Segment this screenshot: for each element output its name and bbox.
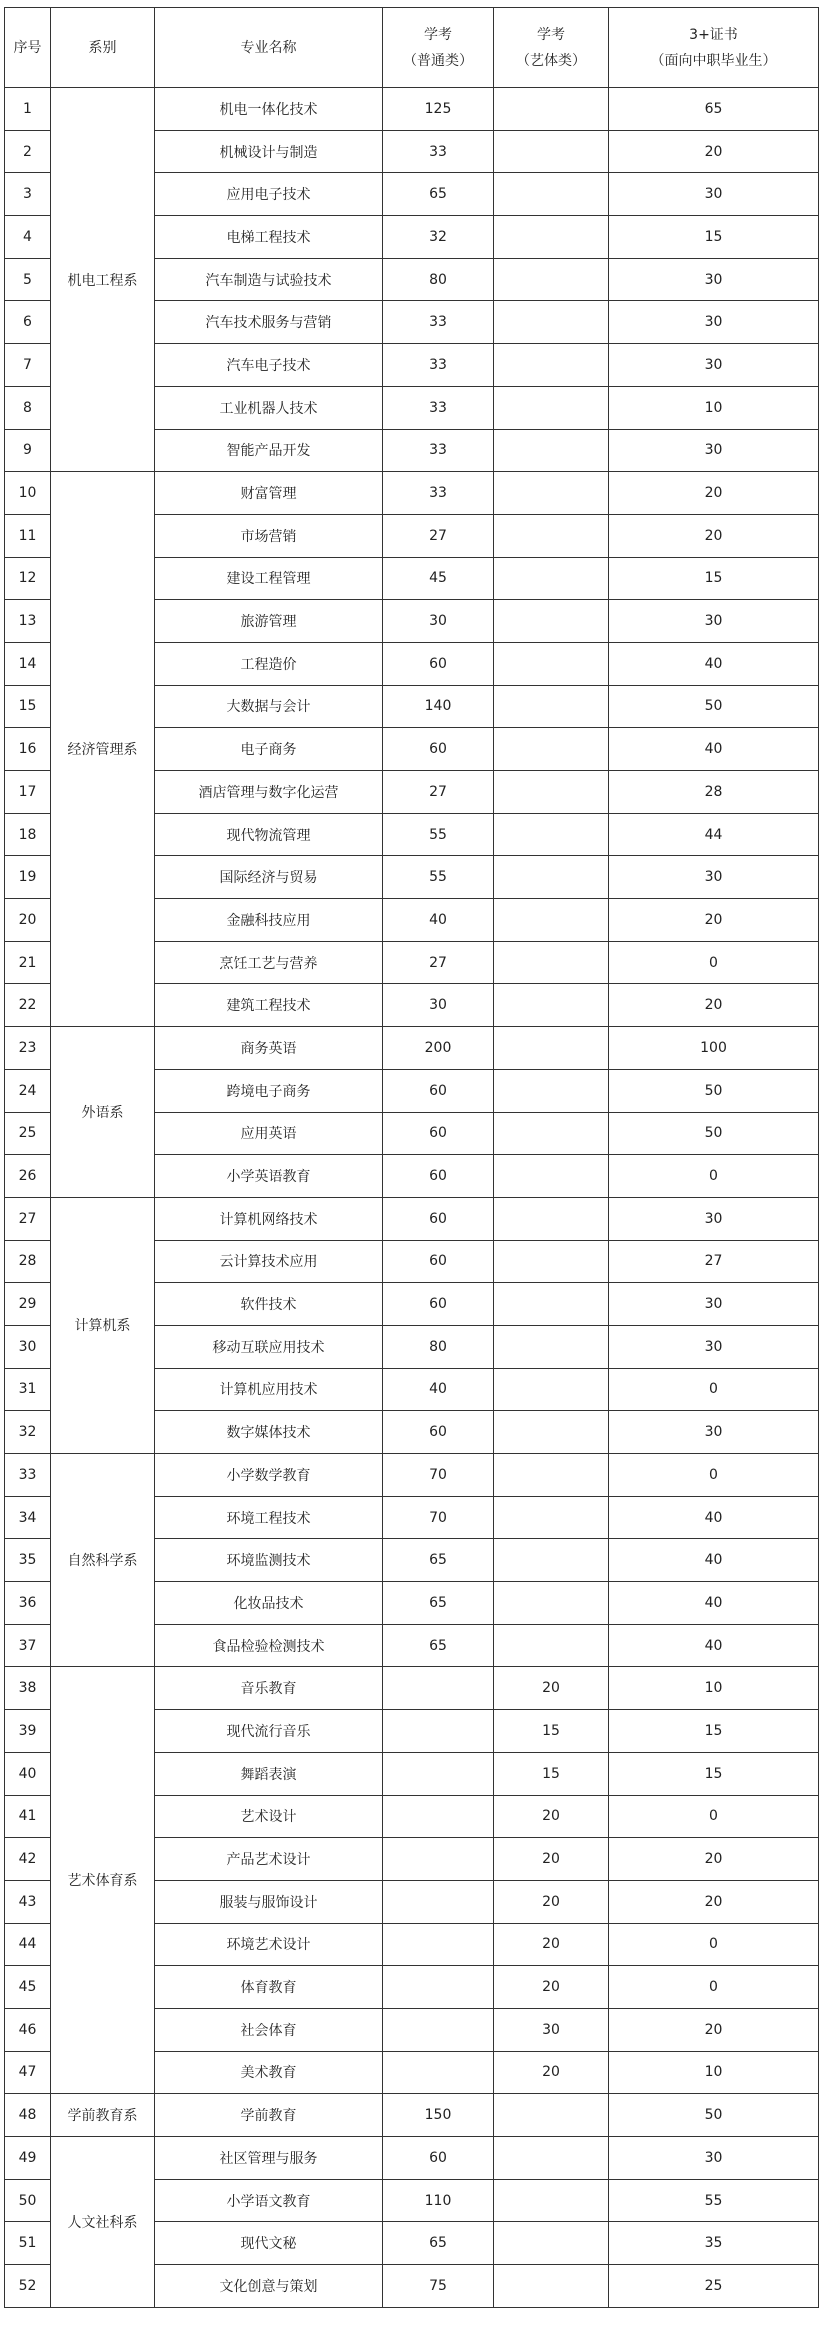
- quota-cert: 30: [609, 344, 819, 387]
- quota-cert: 35: [609, 2222, 819, 2265]
- header-row: [5, 8, 819, 88]
- major-name: 市场营销: [155, 514, 383, 557]
- table-row: [5, 2137, 819, 2180]
- major-name: 电子商务: [155, 728, 383, 771]
- major-name: 商务英语: [155, 1027, 383, 1070]
- major-name: 小学英语教育: [155, 1155, 383, 1198]
- quota-general: 65: [383, 1624, 494, 1667]
- quota-general: [383, 1880, 494, 1923]
- row-index: 35: [5, 1539, 51, 1582]
- major-name: 移动互联应用技术: [155, 1325, 383, 1368]
- major-name: 计算机网络技术: [155, 1197, 383, 1240]
- row-index: 26: [5, 1155, 51, 1198]
- row-index: 40: [5, 1752, 51, 1795]
- major-name: 烹饪工艺与营养: [155, 941, 383, 984]
- quota-arts: [494, 1069, 609, 1112]
- major-name: 计算机应用技术: [155, 1368, 383, 1411]
- quota-general: [383, 1838, 494, 1881]
- row-index: 38: [5, 1667, 51, 1710]
- table-row: [5, 1197, 819, 1240]
- quota-arts: [494, 1539, 609, 1582]
- quota-general: [383, 1710, 494, 1753]
- major-name: 艺术设计: [155, 1795, 383, 1838]
- quota-cert: 30: [609, 1283, 819, 1326]
- row-index: 16: [5, 728, 51, 771]
- quota-arts: [494, 1325, 609, 1368]
- quota-arts: [494, 1197, 609, 1240]
- row-index: 28: [5, 1240, 51, 1283]
- quota-general: 60: [383, 1155, 494, 1198]
- quota-arts: [494, 88, 609, 131]
- quota-cert: 20: [609, 899, 819, 942]
- quota-general: 60: [383, 1069, 494, 1112]
- quota-cert: 28: [609, 771, 819, 814]
- quota-general: 55: [383, 813, 494, 856]
- quota-general: 200: [383, 1027, 494, 1070]
- quota-arts: [494, 514, 609, 557]
- quota-arts: [494, 899, 609, 942]
- row-index: 14: [5, 642, 51, 685]
- row-index: 20: [5, 899, 51, 942]
- quota-cert: 0: [609, 1368, 819, 1411]
- quota-cert: 20: [609, 472, 819, 515]
- major-name: 建筑工程技术: [155, 984, 383, 1027]
- quota-general: [383, 2008, 494, 2051]
- quota-general: 33: [383, 472, 494, 515]
- dept-cell: 人文社科系: [51, 2137, 155, 2308]
- quota-arts: [494, 1624, 609, 1667]
- quota-arts: [494, 856, 609, 899]
- dept-cell: 经济管理系: [51, 472, 155, 1027]
- major-name: 旅游管理: [155, 600, 383, 643]
- quota-general: 65: [383, 2222, 494, 2265]
- quota-general: 33: [383, 130, 494, 173]
- major-name: 社会体育: [155, 2008, 383, 2051]
- major-name: 现代文秘: [155, 2222, 383, 2265]
- quota-arts: [494, 728, 609, 771]
- quota-cert: 100: [609, 1027, 819, 1070]
- major-name: 社区管理与服务: [155, 2137, 383, 2180]
- major-name: 食品检验检测技术: [155, 1624, 383, 1667]
- major-name: 小学数学教育: [155, 1454, 383, 1497]
- row-index: 27: [5, 1197, 51, 1240]
- quota-general: 60: [383, 642, 494, 685]
- header-dept: 系别: [51, 8, 155, 88]
- dept-cell: 艺术体育系: [51, 1667, 155, 2094]
- quota-arts: [494, 557, 609, 600]
- quota-general: [383, 1667, 494, 1710]
- quota-general: 110: [383, 2179, 494, 2222]
- major-name: 汽车技术服务与营销: [155, 301, 383, 344]
- major-name: 智能产品开发: [155, 429, 383, 472]
- quota-arts: [494, 1582, 609, 1625]
- major-name: 软件技术: [155, 1283, 383, 1326]
- quota-arts: [494, 258, 609, 301]
- table-row: [5, 2094, 819, 2137]
- header-cert-line1: 3+证书: [689, 26, 738, 43]
- quota-arts: [494, 386, 609, 429]
- row-index: 10: [5, 472, 51, 515]
- row-index: 37: [5, 1624, 51, 1667]
- quota-arts: [494, 1027, 609, 1070]
- row-index: 24: [5, 1069, 51, 1112]
- quota-arts: 15: [494, 1752, 609, 1795]
- quota-cert: 0: [609, 1795, 819, 1838]
- major-name: 体育教育: [155, 1966, 383, 2009]
- quota-general: 40: [383, 1368, 494, 1411]
- quota-cert: 30: [609, 1197, 819, 1240]
- quota-arts: 20: [494, 1838, 609, 1881]
- quota-general: 33: [383, 429, 494, 472]
- quota-cert: 15: [609, 216, 819, 259]
- quota-cert: 15: [609, 1710, 819, 1753]
- major-name: 环境工程技术: [155, 1496, 383, 1539]
- row-index: 23: [5, 1027, 51, 1070]
- row-index: 2: [5, 130, 51, 173]
- quota-cert: 50: [609, 685, 819, 728]
- quota-general: 33: [383, 386, 494, 429]
- quota-general: 60: [383, 1411, 494, 1454]
- quota-arts: [494, 2094, 609, 2137]
- quota-cert: 0: [609, 1966, 819, 2009]
- row-index: 36: [5, 1582, 51, 1625]
- row-index: 44: [5, 1923, 51, 1966]
- major-name: 云计算技术应用: [155, 1240, 383, 1283]
- admissions-table: [4, 7, 819, 2308]
- row-index: 31: [5, 1368, 51, 1411]
- quota-cert: 30: [609, 1411, 819, 1454]
- row-index: 19: [5, 856, 51, 899]
- quota-arts: 15: [494, 1710, 609, 1753]
- quota-cert: 40: [609, 1539, 819, 1582]
- major-name: 跨境电子商务: [155, 1069, 383, 1112]
- quota-arts: [494, 130, 609, 173]
- quota-arts: [494, 685, 609, 728]
- quota-general: 60: [383, 1112, 494, 1155]
- quota-cert: 30: [609, 856, 819, 899]
- row-index: 15: [5, 685, 51, 728]
- row-index: 50: [5, 2179, 51, 2222]
- quota-arts: [494, 1155, 609, 1198]
- row-index: 51: [5, 2222, 51, 2265]
- header-general-line1: 学考: [424, 26, 452, 43]
- quota-general: 125: [383, 88, 494, 131]
- quota-arts: [494, 941, 609, 984]
- row-index: 47: [5, 2051, 51, 2094]
- quota-cert: 0: [609, 941, 819, 984]
- row-index: 30: [5, 1325, 51, 1368]
- major-name: 现代物流管理: [155, 813, 383, 856]
- quota-cert: 40: [609, 642, 819, 685]
- quota-arts: [494, 2265, 609, 2308]
- quota-cert: 20: [609, 1880, 819, 1923]
- major-name: 音乐教育: [155, 1667, 383, 1710]
- quota-cert: 20: [609, 984, 819, 1027]
- quota-cert: 20: [609, 2008, 819, 2051]
- quota-general: 65: [383, 173, 494, 216]
- quota-general: [383, 1752, 494, 1795]
- header-arts-line2: （艺体类）: [516, 52, 586, 69]
- major-name: 应用电子技术: [155, 173, 383, 216]
- quota-general: 80: [383, 1325, 494, 1368]
- row-index: 4: [5, 216, 51, 259]
- major-name: 建设工程管理: [155, 557, 383, 600]
- quota-general: 30: [383, 600, 494, 643]
- quota-cert: 10: [609, 1667, 819, 1710]
- row-index: 46: [5, 2008, 51, 2051]
- quota-arts: 20: [494, 1880, 609, 1923]
- quota-general: 60: [383, 2137, 494, 2180]
- header-arts: [494, 8, 609, 88]
- header-index: 序号: [5, 8, 51, 88]
- row-index: 41: [5, 1795, 51, 1838]
- header-major: 专业名称: [155, 8, 383, 88]
- header-general: [383, 8, 494, 88]
- quota-general: [383, 1923, 494, 1966]
- quota-general: 80: [383, 258, 494, 301]
- row-index: 48: [5, 2094, 51, 2137]
- table-row: [5, 472, 819, 515]
- quota-arts: [494, 301, 609, 344]
- table-row: [5, 1454, 819, 1497]
- quota-general: 45: [383, 557, 494, 600]
- quota-cert: 25: [609, 2265, 819, 2308]
- row-index: 49: [5, 2137, 51, 2180]
- row-index: 25: [5, 1112, 51, 1155]
- quota-arts: 20: [494, 1923, 609, 1966]
- quota-cert: 0: [609, 1155, 819, 1198]
- quota-general: 27: [383, 941, 494, 984]
- quota-cert: 44: [609, 813, 819, 856]
- quota-cert: 20: [609, 130, 819, 173]
- row-index: 7: [5, 344, 51, 387]
- quota-general: 75: [383, 2265, 494, 2308]
- quota-arts: 20: [494, 1795, 609, 1838]
- quota-arts: [494, 1240, 609, 1283]
- dept-cell: 计算机系: [51, 1197, 155, 1453]
- quota-general: 32: [383, 216, 494, 259]
- quota-arts: [494, 984, 609, 1027]
- header-cert: [609, 8, 819, 88]
- quota-cert: 20: [609, 514, 819, 557]
- quota-arts: [494, 771, 609, 814]
- quota-arts: [494, 2137, 609, 2180]
- major-name: 工业机器人技术: [155, 386, 383, 429]
- quota-arts: [494, 1411, 609, 1454]
- row-index: 11: [5, 514, 51, 557]
- row-index: 43: [5, 1880, 51, 1923]
- table-row: [5, 1667, 819, 1710]
- quota-general: 33: [383, 344, 494, 387]
- quota-arts: [494, 2222, 609, 2265]
- major-name: 机械设计与制造: [155, 130, 383, 173]
- quota-general: 60: [383, 1197, 494, 1240]
- major-name: 数字媒体技术: [155, 1411, 383, 1454]
- quota-general: 40: [383, 899, 494, 942]
- row-index: 21: [5, 941, 51, 984]
- quota-cert: 30: [609, 301, 819, 344]
- quota-arts: 30: [494, 2008, 609, 2051]
- quota-arts: [494, 472, 609, 515]
- row-index: 29: [5, 1283, 51, 1326]
- quota-cert: 50: [609, 1069, 819, 1112]
- quota-cert: 55: [609, 2179, 819, 2222]
- row-index: 8: [5, 386, 51, 429]
- quota-cert: 65: [609, 88, 819, 131]
- quota-general: [383, 1966, 494, 2009]
- major-name: 美术教育: [155, 2051, 383, 2094]
- row-index: 18: [5, 813, 51, 856]
- major-name: 舞蹈表演: [155, 1752, 383, 1795]
- row-index: 6: [5, 301, 51, 344]
- major-name: 财富管理: [155, 472, 383, 515]
- quota-arts: [494, 216, 609, 259]
- quota-cert: 20: [609, 1838, 819, 1881]
- quota-general: 140: [383, 685, 494, 728]
- quota-arts: [494, 1283, 609, 1326]
- quota-general: 60: [383, 728, 494, 771]
- row-index: 52: [5, 2265, 51, 2308]
- quota-arts: [494, 173, 609, 216]
- row-index: 33: [5, 1454, 51, 1497]
- major-name: 小学语文教育: [155, 2179, 383, 2222]
- quota-cert: 30: [609, 1325, 819, 1368]
- quota-cert: 50: [609, 2094, 819, 2137]
- dept-cell: 自然科学系: [51, 1454, 155, 1667]
- quota-general: 150: [383, 2094, 494, 2137]
- quota-arts: [494, 429, 609, 472]
- row-index: 17: [5, 771, 51, 814]
- quota-cert: 10: [609, 386, 819, 429]
- quota-arts: [494, 642, 609, 685]
- major-name: 机电一体化技术: [155, 88, 383, 131]
- major-name: 现代流行音乐: [155, 1710, 383, 1753]
- quota-general: 55: [383, 856, 494, 899]
- major-name: 文化创意与策划: [155, 2265, 383, 2308]
- row-index: 45: [5, 1966, 51, 2009]
- major-name: 电梯工程技术: [155, 216, 383, 259]
- major-name: 服装与服饰设计: [155, 1880, 383, 1923]
- row-index: 22: [5, 984, 51, 1027]
- quota-arts: [494, 1368, 609, 1411]
- quota-general: [383, 1795, 494, 1838]
- dept-cell: 机电工程系: [51, 88, 155, 472]
- quota-cert: 27: [609, 1240, 819, 1283]
- quota-arts: [494, 344, 609, 387]
- quota-cert: 15: [609, 1752, 819, 1795]
- quota-arts: 20: [494, 1966, 609, 2009]
- major-name: 汽车制造与试验技术: [155, 258, 383, 301]
- quota-general: 60: [383, 1283, 494, 1326]
- row-index: 13: [5, 600, 51, 643]
- quota-cert: 40: [609, 1624, 819, 1667]
- major-name: 大数据与会计: [155, 685, 383, 728]
- quota-cert: 10: [609, 2051, 819, 2094]
- dept-cell: 外语系: [51, 1027, 155, 1198]
- quota-general: 30: [383, 984, 494, 1027]
- quota-general: 70: [383, 1496, 494, 1539]
- major-name: 学前教育: [155, 2094, 383, 2137]
- quota-arts: [494, 1496, 609, 1539]
- major-name: 应用英语: [155, 1112, 383, 1155]
- major-name: 环境艺术设计: [155, 1923, 383, 1966]
- quota-cert: 40: [609, 1496, 819, 1539]
- quota-general: 27: [383, 771, 494, 814]
- quota-cert: 50: [609, 1112, 819, 1155]
- row-index: 12: [5, 557, 51, 600]
- row-index: 5: [5, 258, 51, 301]
- quota-general: 65: [383, 1582, 494, 1625]
- row-index: 32: [5, 1411, 51, 1454]
- header-cert-line2: （面向中职毕业生）: [650, 52, 777, 69]
- quota-arts: [494, 600, 609, 643]
- major-name: 酒店管理与数字化运营: [155, 771, 383, 814]
- major-name: 国际经济与贸易: [155, 856, 383, 899]
- quota-general: 60: [383, 1240, 494, 1283]
- quota-cert: 0: [609, 1454, 819, 1497]
- row-index: 42: [5, 1838, 51, 1881]
- header-arts-line1: 学考: [537, 26, 565, 43]
- table-body: [5, 88, 819, 2308]
- row-index: 9: [5, 429, 51, 472]
- quota-cert: 40: [609, 1582, 819, 1625]
- quota-arts: 20: [494, 2051, 609, 2094]
- quota-cert: 30: [609, 600, 819, 643]
- major-name: 化妆品技术: [155, 1582, 383, 1625]
- row-index: 3: [5, 173, 51, 216]
- quota-arts: [494, 1454, 609, 1497]
- major-name: 环境监测技术: [155, 1539, 383, 1582]
- quota-cert: 30: [609, 258, 819, 301]
- quota-cert: 30: [609, 429, 819, 472]
- quota-arts: [494, 1112, 609, 1155]
- row-index: 1: [5, 88, 51, 131]
- row-index: 34: [5, 1496, 51, 1539]
- quota-cert: 15: [609, 557, 819, 600]
- header-general-line2: （普通类）: [403, 52, 473, 69]
- quota-general: [383, 2051, 494, 2094]
- quota-cert: 0: [609, 1923, 819, 1966]
- major-name: 金融科技应用: [155, 899, 383, 942]
- dept-cell: 学前教育系: [51, 2094, 155, 2137]
- quota-cert: 30: [609, 2137, 819, 2180]
- table-row: [5, 1027, 819, 1070]
- quota-arts: 20: [494, 1667, 609, 1710]
- table-row: [5, 88, 819, 131]
- row-index: 39: [5, 1710, 51, 1753]
- major-name: 汽车电子技术: [155, 344, 383, 387]
- quota-general: 27: [383, 514, 494, 557]
- quota-arts: [494, 813, 609, 856]
- quota-general: 65: [383, 1539, 494, 1582]
- major-name: 产品艺术设计: [155, 1838, 383, 1881]
- major-name: 工程造价: [155, 642, 383, 685]
- quota-cert: 30: [609, 173, 819, 216]
- quota-arts: [494, 2179, 609, 2222]
- table-header: [5, 8, 819, 88]
- quota-general: 33: [383, 301, 494, 344]
- quota-general: 70: [383, 1454, 494, 1497]
- quota-cert: 40: [609, 728, 819, 771]
